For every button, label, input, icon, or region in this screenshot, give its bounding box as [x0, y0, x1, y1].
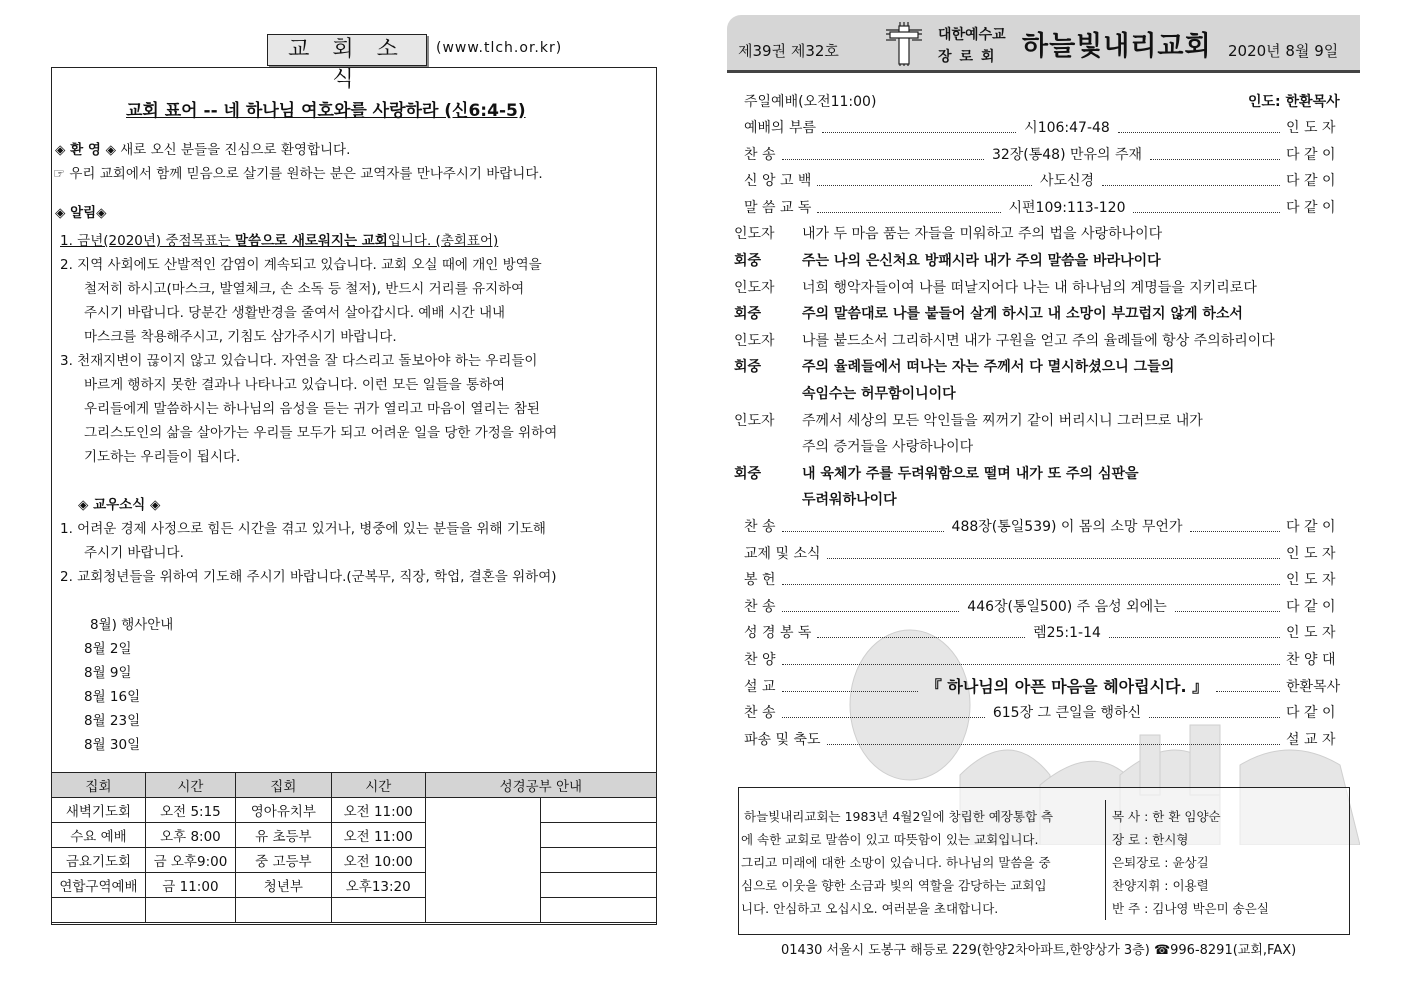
welcome-label: ◈ 환 영 ◈: [55, 142, 116, 158]
order-content: 사도신경: [1039, 173, 1095, 190]
staff-line: 장 로 : 한시형: [1112, 832, 1189, 847]
order-performer: 한환목사: [1286, 678, 1341, 695]
table-row: 연합구역예배 금 11:00 청년부 오후13:20: [52, 873, 657, 898]
leader-dots: [1216, 691, 1280, 692]
table-header: 시간: [145, 773, 235, 798]
notice-2-line: 주시기 바랍니다. 당분간 생활반경을 줄여서 살아갑시다. 예배 시간 내내: [84, 305, 506, 321]
leader-dots: [1133, 212, 1280, 213]
responsive-speaker: 인도자: [734, 332, 775, 349]
leader-dots: [782, 159, 984, 160]
order-item: 찬 송: [744, 598, 776, 615]
responsive-line: 주의 말씀대로 나를 붙들어 살게 하시고 내 소망이 부끄럽지 않게 하소서: [802, 306, 1243, 323]
event-date: 8월 9일: [84, 665, 132, 681]
service-title: 주일예배(오전11:00): [744, 94, 877, 110]
order-content: 렘25:1-14: [1033, 625, 1101, 642]
responsive-line: 나를 붙드소서 그리하시면 내가 구원을 얻고 주의 율례들에 항상 주의하리이다: [802, 332, 1275, 349]
leader-dots: [1150, 159, 1280, 160]
about-line: 심으로 이웃을 향한 소금과 빛의 역할을 감당하는 교회입: [741, 878, 1047, 893]
responsive-speaker: 인도자: [734, 279, 775, 296]
order-performer: 인 도 자: [1286, 545, 1336, 562]
welcome-text: 새로 오신 분들을 진심으로 환영합니다.: [115, 142, 351, 158]
responsive-speaker: 인도자: [734, 412, 775, 429]
responsive-line: 두려워하나이다: [802, 492, 897, 509]
staff-news-2: 2. 교회청년들을 위하여 기도해 주시기 바랍니다.(군복무, 직장, 학업, 결혼을 위하여): [60, 569, 557, 585]
schedule-table: [51, 772, 657, 923]
order-performer: 찬 양 대: [1286, 652, 1336, 668]
table-row: 금요기도회 금 오후9:00 중 고등부 오전 10:00: [52, 848, 657, 873]
responsive-line: 주는 나의 은신처요 방패시라 내가 주의 말씀을 바라나이다: [802, 253, 1161, 269]
notice-1: 1. 금년(2020년) 중점목표는 말씀으로 새로워지는 교회입니다. (총회표어): [60, 233, 499, 249]
leader-dots: [782, 664, 1281, 665]
order-item: 봉 헌: [744, 572, 776, 589]
about-line: 니다. 안심하고 오십시오. 여러분을 초대합니다.: [741, 901, 999, 916]
notice-3-line: 3. 천재지변이 끊이지 않고 있습니다. 자연을 잘 다스리고 돌보아야 하는 우리들이: [60, 353, 538, 369]
responsive-line: 주의 율례들에서 떠나는 자는 주께서 다 멸시하셨으니 그들의: [802, 359, 1175, 376]
staff-line: 은퇴장로 : 윤상길: [1112, 855, 1209, 870]
site-url[interactable]: (www.tlch.or.kr): [436, 40, 563, 56]
responsive-speaker: 회중: [734, 306, 762, 323]
event-date: 8월 23일: [84, 713, 141, 729]
leader-dots: [1109, 637, 1280, 638]
leader-dots: [782, 611, 960, 612]
table-row: 수요 예배 오후 8:00 유 초등부 오전 11:00: [52, 823, 657, 848]
order-item: 설 교: [744, 678, 776, 695]
about-line: 그리고 미래에 대한 소망이 있습니다. 하나님의 말씀을 중: [741, 855, 1051, 870]
notice-2-line: 철저히 하시고(마스크, 발열체크, 손 소독 등 철저), 반드시 거리를 유지하여: [84, 281, 525, 297]
responsive-line: 너희 행악자들이여 나를 떠날지어다 나는 내 하나님의 계명들을 지키리로다: [802, 279, 1257, 296]
staff-news-1: 주시기 바랍니다.: [84, 545, 184, 561]
order-item: 성 경 봉 독: [744, 625, 812, 642]
staff-news-label: ◈ 교우소식 ◈: [78, 497, 161, 513]
notice-3-line: 기도하는 우리들이 됩시다.: [84, 449, 241, 465]
order-item: 교제 및 소식: [744, 545, 821, 562]
leader-dots: [1118, 132, 1280, 133]
order-item: 예배의 부름: [744, 120, 817, 136]
masthead-rule: [727, 70, 1360, 73]
leader-dots: [817, 185, 1031, 186]
order-performer: 다 같 이: [1286, 173, 1336, 190]
leader-dots: [822, 132, 1016, 133]
welcome-line-2: ☞ 우리 교회에서 함께 믿음으로 살기를 원하는 분은 교역자를 만나주시기 바랍니다.: [53, 166, 543, 182]
order-performer: 인 도 자: [1286, 625, 1336, 642]
leader-dots: [827, 558, 1280, 559]
table-header: 집회: [235, 773, 331, 798]
leader-dots: [817, 212, 1000, 213]
order-content: 446장(통일500) 주 음성 외에는: [967, 598, 1167, 615]
issue-number: 제39권 제32호: [738, 42, 839, 60]
leader-dots: [1190, 531, 1280, 532]
event-date: 8월 30일: [84, 737, 141, 753]
leader-dots: [1102, 185, 1280, 186]
church-name: 하늘빛내리교회: [1022, 31, 1212, 62]
responsive-line: 내 육체가 주를 두려워함으로 떨며 내가 또 주의 심판을: [802, 465, 1139, 482]
responsive-line: 주의 증거들을 사랑하나이다: [802, 439, 974, 456]
order-item: 찬 송: [744, 519, 776, 535]
denomination-line-1: 대한예수교: [938, 27, 1006, 43]
order-item: 신 앙 고 백: [744, 173, 812, 190]
issue-date: 2020년 8월 9일: [1228, 42, 1339, 60]
notice-label: ◈ 알림◈: [55, 205, 107, 221]
table-header: 집회: [52, 773, 146, 798]
order-content: 시106:47-48: [1024, 120, 1110, 136]
notice-3-line: 바르게 행하지 못한 결과나 나타나고 있습니다. 이런 모든 일들을 통하여: [84, 377, 506, 393]
service-leader: 인도: 한환목사: [1248, 94, 1340, 110]
leader-dots: [782, 717, 985, 718]
leader-dots: [817, 637, 1025, 638]
leader-dots: [782, 691, 918, 692]
event-date: 8월 16일: [84, 689, 141, 705]
staff-line: 반 주 : 김나영 박은미 송은실: [1112, 901, 1269, 916]
order-item: 말 씀 교 독: [744, 199, 812, 216]
event-date: 8월 2일: [84, 641, 132, 657]
order-item: 찬 송: [744, 146, 776, 163]
events-label: 8월) 행사안내: [90, 617, 174, 633]
order-performer: 설 교 자: [1286, 731, 1336, 748]
section-title: 교 회 소 식: [267, 34, 427, 66]
notice-3-line: 그리스도인의 삶을 살아가는 우리들 모두가 되고 어려운 일을 당한 가정을 위하여: [84, 425, 558, 441]
order-performer: 인 도 자: [1286, 120, 1336, 136]
about-line: 하늘빛내리교회는 1983년 4월2일에 창립한 예장통합 측: [744, 809, 1054, 824]
notice-2-line: 2. 지역 사회에도 산발적인 감염이 계속되고 있습니다. 교회 오실 때에 개인 방역을: [60, 257, 542, 273]
staff-line: 목 사 : 한 환 임양순: [1112, 809, 1221, 824]
responsive-speaker: 회중: [734, 253, 762, 269]
denomination-line-2: 장로회: [938, 49, 1003, 65]
order-performer: 다 같 이: [1286, 146, 1336, 163]
welcome-line: [55, 141, 350, 159]
order-item: 찬 양: [744, 652, 776, 668]
order-content: 『 하나님의 아픈 마음을 헤아립시다. 』: [925, 676, 1209, 696]
notice-2-line: 마스크를 착용해주시고, 기침도 삼가주시기 바랍니다.: [84, 329, 397, 345]
leader-dots: [782, 584, 1281, 585]
order-item: 파송 및 축도: [744, 731, 821, 748]
order-performer: 다 같 이: [1286, 519, 1336, 535]
about-line: 에 속한 교회로 말씀이 있고 따뜻함이 있는 교회입니다.: [741, 832, 1039, 847]
leader-dots: [1149, 717, 1280, 718]
table-header: 성경공부 안내: [425, 773, 656, 798]
notice-1-emphasis: 말씀으로 새로워지는 교회: [234, 233, 388, 249]
order-content: 32장(통48) 만유의 주재: [991, 146, 1143, 163]
responsive-speaker: 인도자: [734, 226, 775, 243]
order-performer: 인 도 자: [1286, 572, 1336, 589]
responsive-speaker: 회중: [734, 359, 762, 376]
responsive-line: 주께서 세상의 모든 악인들을 찌꺼기 같이 버리시니 그러므로 내가: [802, 412, 1203, 429]
order-content: 615장 그 큰일을 행하신: [992, 705, 1142, 722]
leader-dots: [782, 531, 944, 532]
info-divider: [1105, 800, 1106, 920]
church-motto: 교회 표어 -- 네 하나님 여호와를 사랑하라 (신6:4-5): [126, 101, 526, 121]
staff-news-1: 1. 어려운 경제 사정으로 힘든 시간을 겪고 있거나, 병중에 있는 분들을 위해 기도해: [60, 521, 546, 537]
bible-study-cell: [425, 798, 541, 923]
order-content: 시편109:113-120: [1008, 199, 1126, 216]
order-item: 찬 송: [744, 705, 776, 722]
responsive-speaker: 회중: [734, 465, 762, 482]
staff-line: 찬양지휘 : 이용렬: [1112, 878, 1209, 893]
table-row: [52, 898, 657, 923]
leader-dots: [1175, 611, 1280, 612]
notice-3-line: 우리들에게 말씀하시는 하나님의 음성을 듣는 귀가 열리고 마음이 열리는 참된: [84, 401, 540, 417]
church-address: 01430 서울시 도봉구 해등로 229(한양2차아파트,한양상가 3층) ☎996-8291(교회,FAX): [781, 943, 1297, 958]
order-performer: 다 같 이: [1286, 199, 1336, 216]
table-header: 시간: [331, 773, 425, 798]
leader-dots: [827, 744, 1280, 745]
church-logo-icon: [882, 20, 926, 68]
order-performer: 다 같 이: [1286, 598, 1336, 615]
responsive-line: 내가 두 마음 품는 자들을 미워하고 주의 법을 사랑하나이다: [802, 226, 1163, 243]
table-row: 새벽기도회 오전 5:15 영아유치부 오전 11:00: [52, 798, 657, 823]
order-content: 488장(통일539) 이 몸의 소망 무언가: [951, 519, 1183, 535]
order-performer: 다 같 이: [1286, 705, 1336, 722]
responsive-line: 속임수는 허무함이니이다: [802, 386, 956, 402]
